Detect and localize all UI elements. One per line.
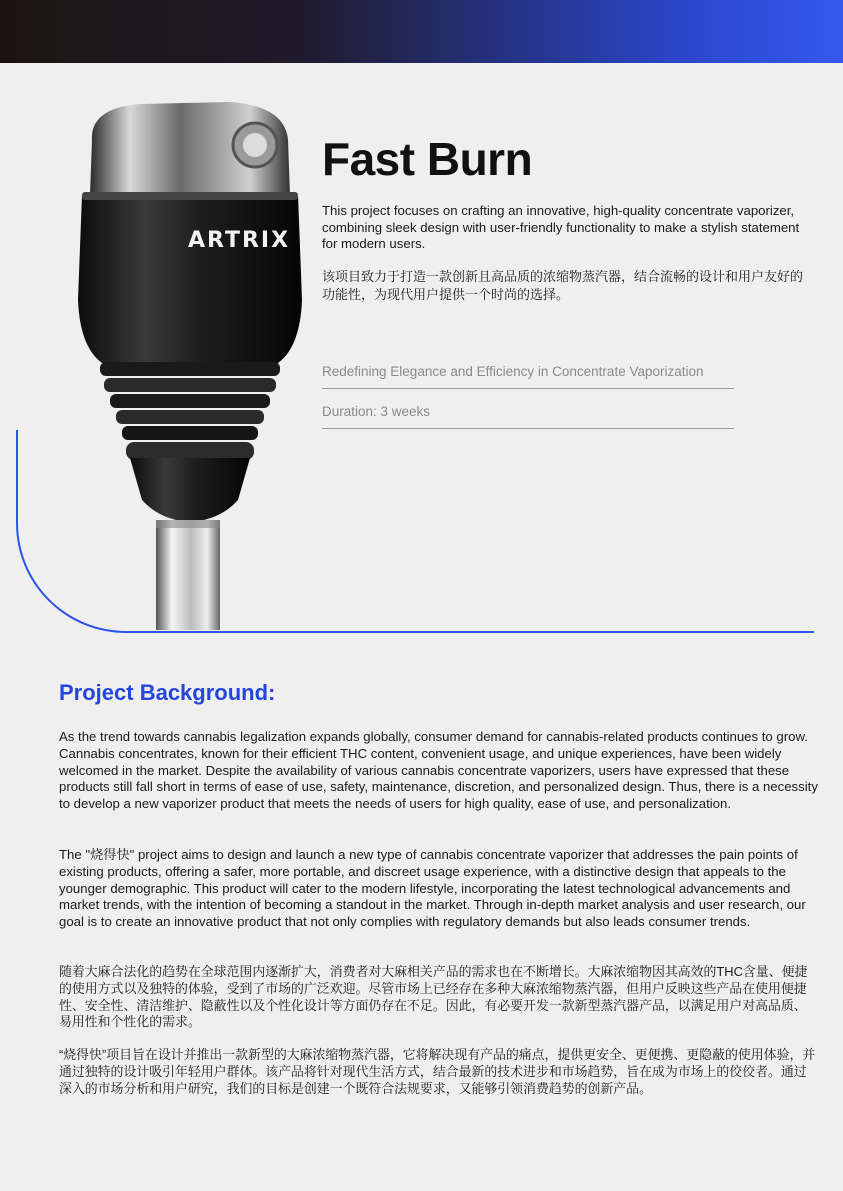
top-banner — [0, 0, 843, 63]
background-paragraph-4-zh: “烧得快”项目旨在设计并推出一款新型的大麻浓缩物蒸汽器，它将解决现有产品的痛点，提供更安全、更便携、更隐蔽的使用体验，并通过独特的设计吸引年轻用户群体。该产品将针对现代生活方式，结合最新的技术进步和市场趋势，旨在成为市场上的佼佼者。通过深入的市场分析和用户研究，我们的目标是创建一个既符合法规要求，又能够引领消费趋势的创新产品。 — [59, 1047, 816, 1096]
description-chinese: 该项目致力于打造一款创新且高品质的浓缩物蒸汽器，结合流畅的设计和用户友好的功能性，为现代用户提供一个时尚的选择。 — [322, 269, 804, 302]
brand-logo: ARTRIX — [188, 228, 291, 253]
vaporizer-product-image — [70, 100, 310, 630]
background-paragraph-3-zh: 随着大麻合法化的趋势在全球范围内逐渐扩大，消费者对大麻相关产品的需求也在不断增长。大麻浓缩物因其高效的THC含量、便捷的使用方式以及独特的体验，受到了市场的广泛欢迎。尽管市场上已经存在多种大麻浓缩物蒸汽器，但用户反映这些产品在使用便捷性、安全性、清洁维护、隐蔽性以及个性化设计等方面仍存在不足。因此，有必要开发一款新型蒸汽器产品，以满足用户对高品质、易用性和个性化的需求。 — [59, 964, 808, 1030]
vaporizer-body — [78, 195, 302, 365]
threaded-neck — [100, 362, 280, 460]
duration-label: Duration: 3 weeks — [322, 404, 734, 429]
background-paragraph-1: As the trend towards cannabis legalization expands globally, consumer demand for cannabis-related products continues to grow. Cannabis concentrates, known for their efficient THC content, convenient usage, and unique experiences, have been widely welcomed in the market. Despite the availability of various cannabis concentrate vaporizers, users have expressed that these products still fall short in terms of ease of use, safety, maintenance, discretion, and personalized design. Thus, there is a necessity to develop a new vaporizer product that meets the needs of users for high quality, ease of use, and personalization. — [59, 729, 818, 812]
description-english: This project focuses on crafting an innovative, high-quality concentrate vaporizer, combining sleek design with user-friendly functionality to make a stylish statement for modern users. — [322, 203, 800, 251]
section-title-project-background: Project Background: — [59, 680, 276, 705]
lower-cone — [130, 458, 250, 522]
glass-tube — [156, 520, 220, 630]
page-title: Fast Burn — [322, 133, 533, 185]
background-paragraph-2: The "烧得快" project aims to design and launch a new type of cannabis concentrate vaporizer that addresses the pain points of existing products, offering a safer, more portable, and discreet usage experience, with a distinctive design that appeals to the younger demographic. This product will cater to the modern lifestyle, incorporating the latest technological advancements and market trends, with the intention of becoming a standout in the market. Through in-depth market analysis and user research, our goal is to create an innovative product that not only complies with regulatory demands but also leads consumer trends. — [59, 847, 806, 930]
tagline: Redefining Elegance and Efficiency in Concentrate Vaporization — [322, 364, 734, 389]
